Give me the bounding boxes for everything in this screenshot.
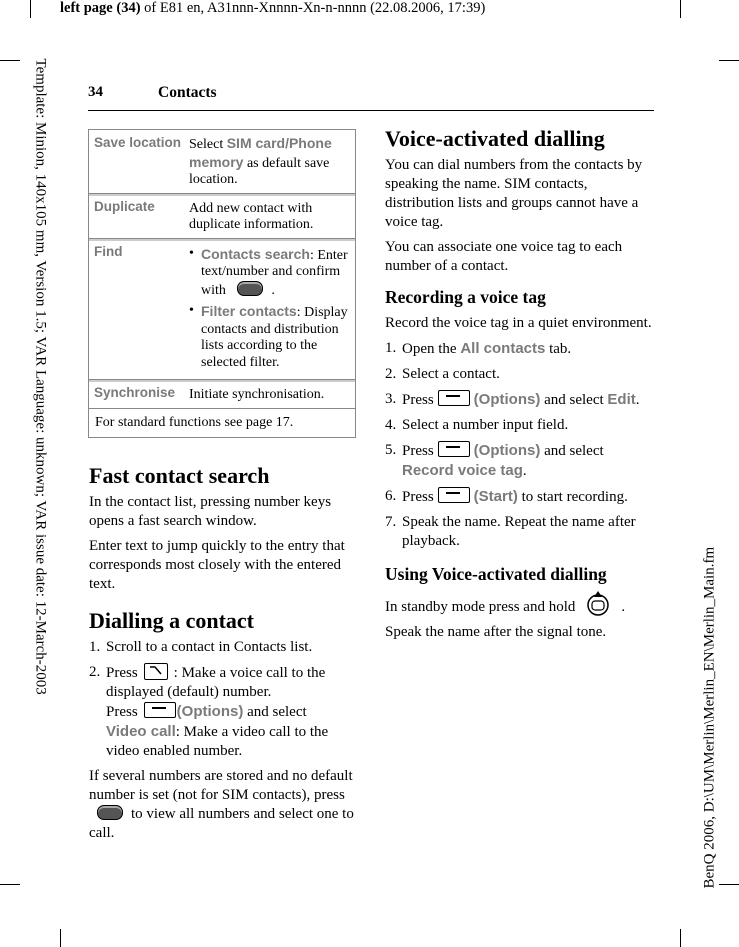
list-item: 1. Open the All contacts tab. xyxy=(385,340,572,357)
select-key-icon xyxy=(237,281,263,296)
option-value xyxy=(185,239,355,380)
list-item: • Filter contacts: Display contacts and distribution lists according to the selected filter. xyxy=(189,303,349,371)
softkey-icon xyxy=(438,441,470,457)
crop-mark xyxy=(60,929,61,947)
option-key: Synchronise xyxy=(94,385,176,400)
list-item: • Contacts search: Enter text/number and confirm with . xyxy=(189,246,349,300)
crop-mark xyxy=(719,60,739,61)
crop-mark xyxy=(0,60,20,61)
page-number: 34 xyxy=(88,84,103,100)
heading-using: Using Voice-activated dialling xyxy=(385,564,607,584)
left-page-label: left page (34) xyxy=(60,0,141,16)
paragraph: In the contact list, pressing number keys opens a fast search window. xyxy=(89,494,332,529)
table-row xyxy=(89,379,355,408)
crop-mark xyxy=(0,884,20,885)
list-item: 2. Select a contact. xyxy=(385,366,500,382)
options-table xyxy=(88,129,356,438)
left-column xyxy=(89,463,357,849)
crop-mark xyxy=(680,929,681,947)
template-note: Template: Minion, 140x105 mm, Version 1.5; VAR Language: unknown; VAR issue date: 12-March-2003 xyxy=(32,58,49,695)
title-rule xyxy=(88,110,654,111)
list-item: 3. Press (Options) and select Edit. xyxy=(385,391,640,408)
print-meta: of E81 en, A31nnn-Xnnnn-Xn-n-nnnn (22.08.2006, 17:39) xyxy=(140,0,486,16)
table-row xyxy=(89,238,355,380)
table-row xyxy=(89,193,355,238)
softkey-icon xyxy=(438,390,470,406)
file-path-note: BenQ 2006, D:\UM\Merlin\Merlin_EN\Merlin_Main.fm xyxy=(701,546,718,889)
crop-mark xyxy=(30,0,31,18)
option-key: Find xyxy=(94,243,123,259)
option-value: Add new contact with duplicate information. xyxy=(189,200,314,232)
list-item: 7. Speak the name. Repeat the name after playback. xyxy=(385,514,636,549)
list-item: 1. Scroll to a contact in Contacts list. xyxy=(89,639,313,655)
softkey-icon xyxy=(144,702,176,718)
crop-mark xyxy=(719,884,739,885)
paragraph: Speak the name after the signal tone. xyxy=(385,624,607,640)
joystick-up-icon xyxy=(585,591,611,617)
softkey-icon xyxy=(438,487,470,503)
option-key: Duplicate xyxy=(94,198,155,214)
page-title: Contacts xyxy=(158,84,217,101)
paragraph: Enter text to jump quickly to the entry that corresponds most closely with the entered text. xyxy=(89,538,345,592)
heading-dialling: Dialling a contact xyxy=(89,608,254,633)
heading-fast-search: Fast contact search xyxy=(89,463,270,488)
select-key-icon xyxy=(97,805,123,820)
dial-steps xyxy=(89,638,357,761)
option-value: Initiate synchronisation. xyxy=(189,387,325,402)
option-key: Save location xyxy=(94,135,182,150)
list-item: 6. Press (Start) to start recording. xyxy=(385,488,628,505)
call-key-icon xyxy=(144,663,168,680)
right-column xyxy=(385,126,655,648)
recording-steps xyxy=(385,339,655,551)
table-row xyxy=(89,130,355,193)
heading-recording: Recording a voice tag xyxy=(385,287,546,307)
paragraph: If several numbers are stored and no default number is set (not for SIM contacts), pressto view all numbers and select one to call. xyxy=(89,768,354,841)
paragraph: Record the voice tag in a quiet environment. xyxy=(385,315,652,331)
paragraph: In standby mode press and hold . xyxy=(385,591,655,617)
heading-voice-dialling: Voice-activated dialling xyxy=(385,126,605,151)
print-header xyxy=(60,0,485,17)
option-value: Select SIM card/Phone memory as default save location. xyxy=(189,135,332,187)
paragraph: You can dial numbers from the contacts by speaking the name. SIM contacts, distribution lists and groups cannot have a voice tag. xyxy=(385,157,643,230)
paragraph: You can associate one voice tag to each number of a contact. xyxy=(385,239,623,274)
list-item: 4. Select a number input field. xyxy=(385,417,569,433)
list-item: 2. Press : Make a voice call to the displayed (default) number. Press (Options) and select Video call: Make a video call to the video enabled number. xyxy=(89,664,329,759)
table-footnote: For standard functions see page 17. xyxy=(89,408,355,437)
list-item: 5. Press (Options) and select Record voice tag. xyxy=(385,442,604,479)
crop-mark xyxy=(680,0,681,18)
